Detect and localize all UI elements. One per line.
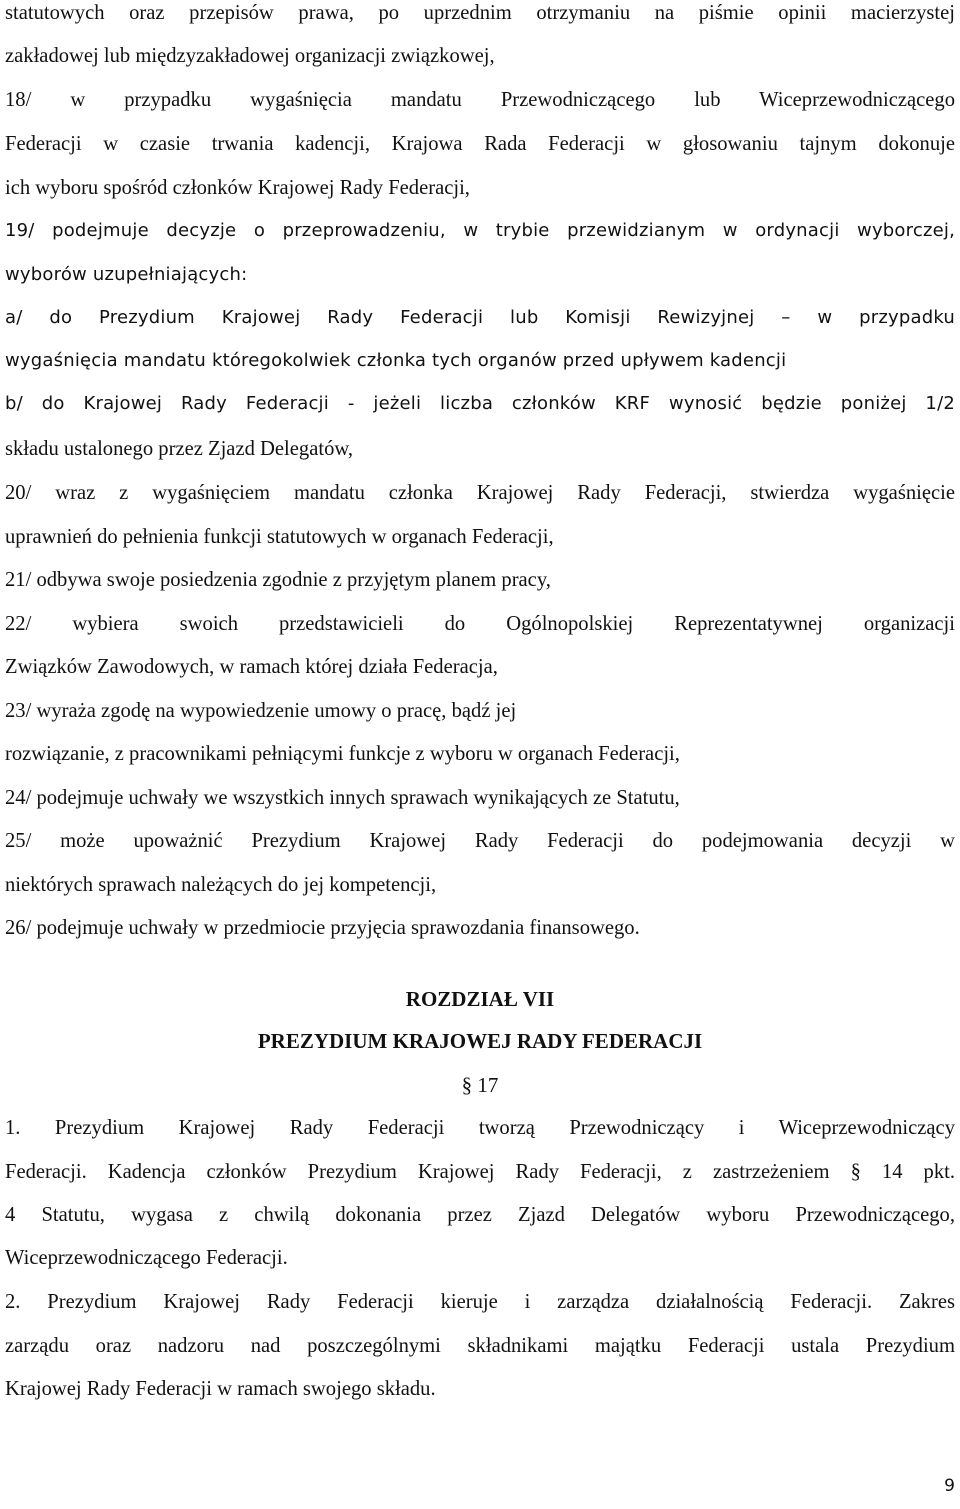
section-sign: § 17 — [461, 1073, 499, 1097]
text-line: 19/ podejmuje decyzje o przeprowadzeniu, w trybie przewidzianym w ordynacji wyborczej, — [5, 220, 955, 241]
chapter-number: ROZDZIAŁ VII — [405, 987, 555, 1011]
chapter-title: PREZYDIUM KRAJOWEJ RADY FEDERACJI — [257, 1029, 703, 1053]
text-line: Federacji. Kadencja członków Prezydium Krajowej Rady Federacji, z zastrzeżeniem § 14 pkt. — [5, 1161, 955, 1183]
text-line: 18/ w przypadku wygaśnięcia mandatu Przewodniczącego lub Wiceprzewodniczącego — [5, 89, 955, 111]
text-line: składu ustalonego przez Zjazd Delegatów, — [5, 438, 354, 460]
text-line: 21/ odbywa swoje posiedzenia zgodnie z przyjętym planem pracy, — [5, 569, 551, 591]
text-line: wyborów uzupełniających: — [5, 264, 248, 285]
text-line: wygaśnięcia mandatu któregokolwiek członka tych organów przed upływem kadencji — [5, 350, 787, 371]
text-line: 4 Statutu, wygasa z chwilą dokonania przez Zjazd Delegatów wyboru Przewodniczącego, — [5, 1204, 955, 1226]
text-line: ich wyboru spośród członków Krajowej Rady Federacji, — [5, 177, 470, 199]
text-line: statutowych oraz przepisów prawa, po uprzednim otrzymaniu na piśmie opinii macierzystej — [5, 2, 955, 24]
text-line: zarządu oraz nadzoru nad poszczególnymi składnikami majątku Federacji ustala Prezydium — [5, 1335, 955, 1357]
text-line: niektórych sprawach należących do jej kompetencji, — [5, 874, 437, 896]
text-line: 1. Prezydium Krajowej Rady Federacji tworzą Przewodniczący i Wiceprzewodniczący — [5, 1117, 955, 1139]
text-line: rozwiązanie, z pracownikami pełniącymi funkcje z wyboru w organach Federacji, — [5, 743, 680, 765]
text-line: a/ do Prezydium Krajowej Rady Federacji lub Komisji Rewizyjnej – w przypadku — [5, 307, 955, 328]
text-line: zakładowej lub międzyzakładowej organizacji związkowej, — [5, 45, 495, 67]
text-line: 25/ może upoważnić Prezydium Krajowej Rady Federacji do podejmowania decyzji w — [5, 830, 955, 852]
text-line: uprawnień do pełnienia funkcji statutowych w organach Federacji, — [5, 526, 554, 548]
text-line: Krajowej Rady Federacji w ramach swojego składu. — [5, 1378, 436, 1400]
text-line: 2. Prezydium Krajowej Rady Federacji kieruje i zarządza działalnością Federacji. Zakres — [5, 1291, 955, 1313]
page-number: 9 — [944, 1476, 955, 1496]
text-line: 24/ podejmuje uchwały we wszystkich innych sprawach wynikających ze Statutu, — [5, 787, 680, 809]
text-line: Związków Zawodowych, w ramach której działa Federacja, — [5, 656, 498, 678]
text-line: 26/ podejmuje uchwały w przedmiocie przyjęcia sprawozdania finansowego. — [5, 917, 640, 939]
text-line: b/ do Krajowej Rady Federacji - jeżeli liczba członków KRF wynosić będzie poniżej 1/2 — [5, 393, 955, 414]
text-line: 23/ wyraża zgodę na wypowiedzenie umowy o pracę, bądź jej — [5, 700, 517, 722]
text-line: 22/ wybiera swoich przedstawicieli do Ogólnopolskiej Reprezentatywnej organizacji — [5, 613, 955, 635]
text-line: 20/ wraz z wygaśnięciem mandatu członka Krajowej Rady Federacji, stwierdza wygaśnięcie — [5, 482, 955, 504]
text-line: Wiceprzewodniczącego Federacji. — [5, 1247, 288, 1269]
text-line: Federacji w czasie trwania kadencji, Krajowa Rada Federacji w głosowaniu tajnym dokonuje — [5, 133, 955, 155]
